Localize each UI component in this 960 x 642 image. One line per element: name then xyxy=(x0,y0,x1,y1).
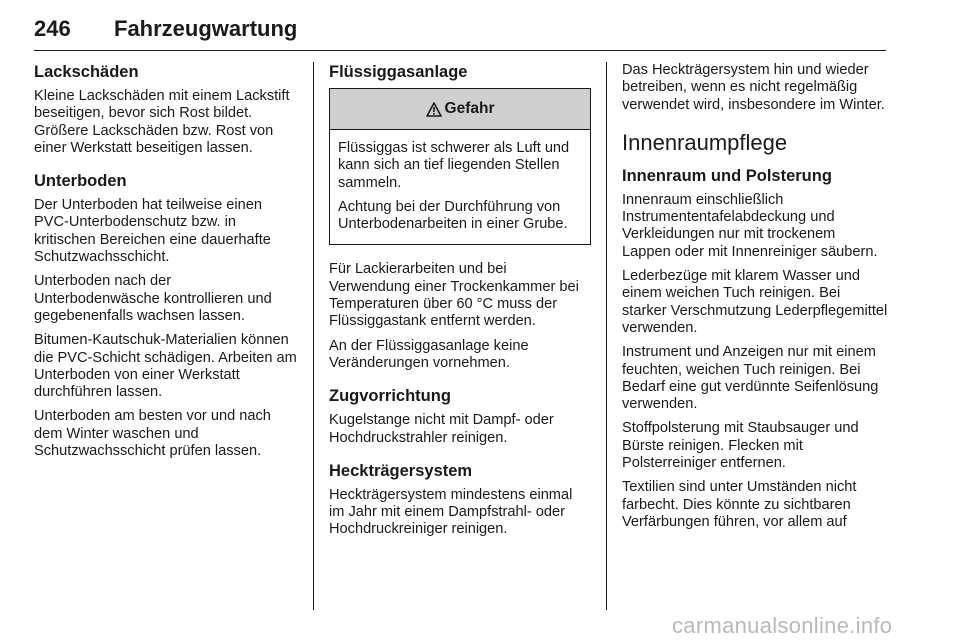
column-1 xyxy=(34,62,300,467)
danger-header xyxy=(330,89,590,130)
fluessiggas-heading: Flüssiggasanlage xyxy=(329,63,468,81)
innenraum-paragraph-1: Innenraum einschließlich Instrumententafelabdeckung und Verkleidungen nur mit trockenem Lappen oder mit Innenreiniger säubern. xyxy=(622,191,878,260)
innenraum-paragraph-3: Instrument und Anzeigen nur mit einem feuchten, weichen Tuch reinigen. Bei Bedarf eine gut verdünnte Seifenlösung verwenden. xyxy=(622,344,879,413)
danger-paragraph-2: Achtung bei der Durchführung von Unterbodenarbeiten in einer Grube. xyxy=(338,198,568,233)
innenraum-paragraph-5: Textilien sind unter Umständen nicht farbecht. Dies könnte zu sichtbaren Verfärbungen führen, vor allem auf xyxy=(622,479,857,530)
fluessiggas-paragraph-2: An der Flüssiggasanlage keine Veränderungen vornehmen. xyxy=(329,337,529,371)
chapter-title: Fahrzeugwartung xyxy=(114,16,298,41)
zugvorrichtung-paragraph: Kugelstange nicht mit Dampf- oder Hochdruckstrahler reinigen. xyxy=(329,412,554,446)
page-number: 246 xyxy=(34,16,71,41)
innenraum-paragraph-2: Lederbezüge mit klarem Wasser und einem weichen Tuch reinigen. Bei starker Verschmutzung Lederpflegemittel verwenden. xyxy=(622,268,888,336)
lackschaeden-heading: Lackschäden xyxy=(34,63,139,81)
zugvorrichtung-heading: Zugvorrichtung xyxy=(329,387,451,406)
fluessiggas-paragraph-1: Für Lackierarbeiten und bei Verwendung einer Trockenkammer bei Temperaturen über 60 °C muss der Flüssiggastank entfernt werden. xyxy=(329,261,579,330)
unterboden-heading: Unterboden xyxy=(34,172,127,191)
unterboden-paragraph-3: Bitumen-Kautschuk-Materialien können die PVC-Schicht schädigen. Arbeiten am Unterboden von einer Werkstatt durchführen lassen. xyxy=(34,332,297,401)
page-header xyxy=(34,10,886,51)
innenraum-paragraph-4: Stoffpolsterung mit Staubsauger und Bürste reinigen. Flecken mit Polsterreiniger entfernen. xyxy=(622,420,859,472)
danger-body xyxy=(330,130,590,244)
column-2 xyxy=(329,62,591,546)
watermark: carmanualsonline.info xyxy=(672,613,893,638)
unterboden-paragraph-1: Der Unterboden hat teilweise einen PVC-Unterbodenschutz bzw. in kritischen Bereichen eine dauerhafte Schutzwachsschicht. xyxy=(34,197,271,266)
lackschaeden-paragraph: Kleine Lackschäden mit einem Lackstift beseitigen, bevor sich Rost bildet. Größere Lackschäden bzw. Rost von einer Werkstatt beseitigen lassen. xyxy=(34,88,290,156)
danger-box xyxy=(329,88,591,245)
column-3 xyxy=(622,62,888,538)
warning-triangle-icon xyxy=(426,102,442,117)
column-divider-1 xyxy=(313,62,314,610)
innenraumpflege-title: Innenraumpflege xyxy=(622,129,788,155)
innenraum-polsterung-heading: Innenraum und Polsterung xyxy=(622,166,832,185)
heckträgersystem-paragraph-1: Heckträgersystem mindestens einmal im Jahr mit einem Dampfstrahl- oder Hochdruckreiniger reinigen. xyxy=(329,486,573,538)
unterboden-paragraph-4: Unterboden am besten vor und nach dem Winter waschen und Schutzwachsschicht prüfen lassen. xyxy=(34,408,271,460)
heckträgersystem-paragraph-2: Das Heckträgersystem hin und wieder betreiben, wenn es nicht regelmäßig verwendet wird, insbesondere im Winter. xyxy=(622,62,885,113)
unterboden-paragraph-2: Unterboden nach der Unterbodenwäsche kontrollieren und gegebenenfalls wachsen lassen. xyxy=(34,273,272,324)
heckträgersystem-heading: Heckträgersystem xyxy=(329,461,473,480)
column-divider-2 xyxy=(606,62,607,610)
danger-title: Gefahr xyxy=(444,100,495,118)
danger-paragraph-1: Flüssiggas ist schwerer als Luft und kann sich an tief liegenden Stellen sammeln. xyxy=(338,140,570,191)
